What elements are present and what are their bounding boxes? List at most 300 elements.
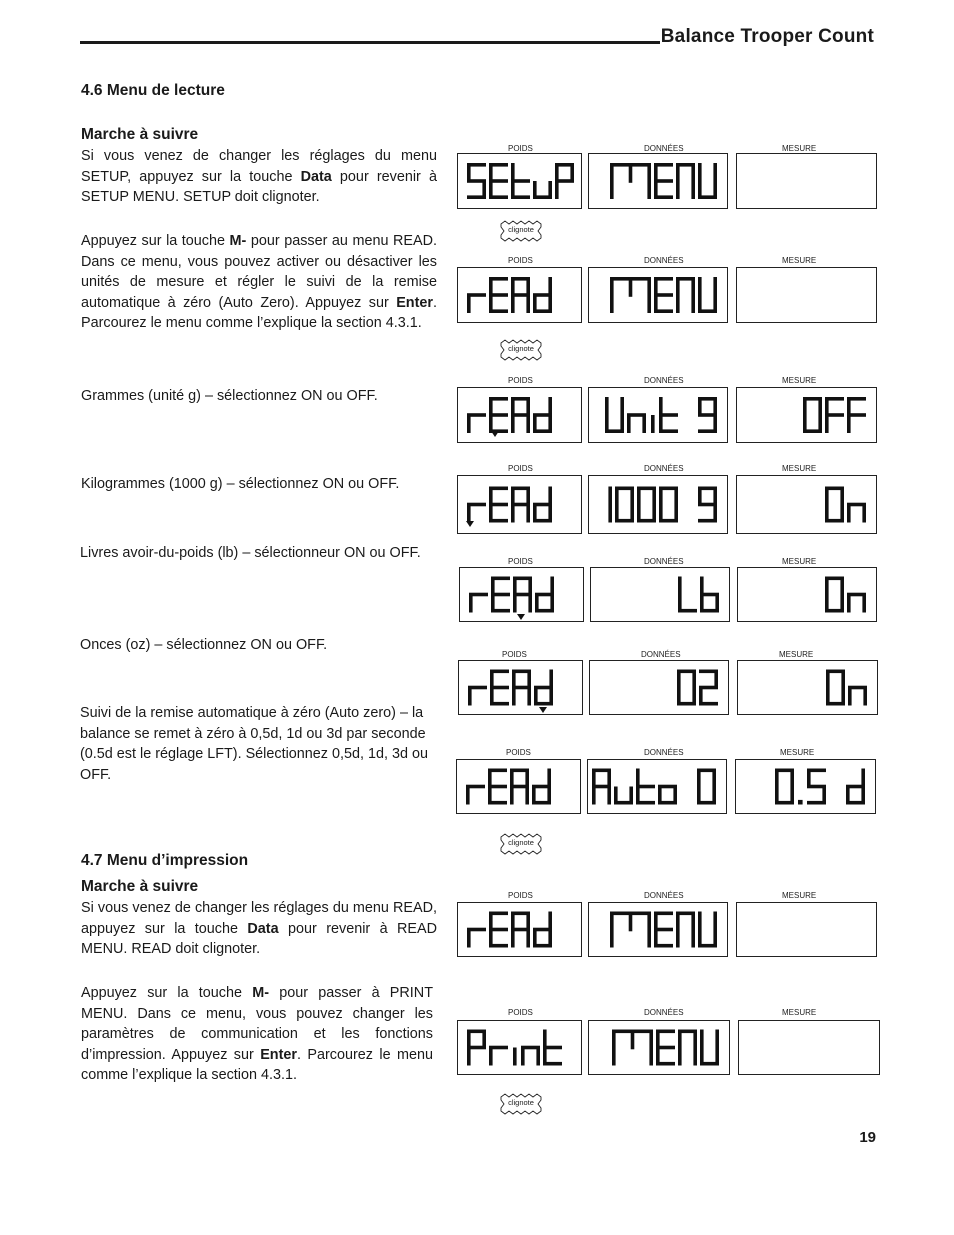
segment: [532, 785, 551, 789]
measure-display: [736, 153, 877, 209]
section-4-6-kilograms-text: Kilogrammes (1000 g) – sélectionnez ON ou OFF.: [81, 476, 400, 492]
segment: [513, 595, 517, 613]
segment: [697, 769, 701, 787]
segment: [511, 179, 530, 183]
segment: [488, 769, 492, 787]
segment: [511, 397, 515, 415]
segment: [631, 1030, 635, 1050]
segment: [612, 1030, 616, 1066]
segment: [533, 930, 537, 948]
segment: [489, 163, 493, 181]
segment: [698, 413, 717, 417]
segment: [511, 277, 515, 295]
segment: [512, 688, 516, 706]
data-display-label: DONNÉES: [641, 650, 681, 659]
segment-display-graphic: [738, 661, 877, 714]
weight-display: [457, 387, 582, 443]
indicator-triangle-icon: [517, 614, 525, 620]
segment: [467, 1030, 471, 1048]
segment: [555, 179, 574, 183]
segment: [840, 487, 844, 505]
segment: [610, 163, 614, 199]
section-4-7-procedure-heading: Marche à suivre: [81, 878, 199, 895]
segment-display-graphic: [589, 388, 727, 442]
segment: [469, 593, 488, 597]
segment-display-graphic: [739, 1021, 879, 1074]
segment-display-graphic: [736, 760, 875, 813]
segment: [647, 277, 651, 313]
segment: [533, 503, 552, 507]
segment: [570, 163, 574, 181]
segment: [691, 181, 695, 199]
segment: [467, 503, 486, 507]
measure-display: [736, 475, 877, 534]
weight-display: [456, 759, 581, 814]
segment: [511, 930, 515, 948]
segment: [511, 293, 530, 297]
measure-display-label: MESURE: [780, 748, 815, 757]
segment: [533, 295, 537, 313]
page-number: 19: [859, 1129, 876, 1146]
segment-display-graphic: [458, 154, 581, 208]
segment: [698, 503, 717, 507]
segment: [467, 413, 486, 417]
segment-display-graphic: [737, 388, 876, 442]
segment: [637, 505, 641, 523]
segment: [521, 1046, 540, 1050]
section-4-7-paragraph-2: Appuyez sur la touche M- pour passer à PRINT MENU. Dans ce menu, vous pouvez changer les paramètres de communication et les fonctions d’impression. Appuyez sur Enter. Parcourez le menu comme l’explique la section 4.3.1.: [81, 985, 433, 1083]
segment: [548, 277, 552, 295]
section-4-6-pounds-text: Livres avoir-du-poids (lb) – sélectionneur ON ou OFF.: [80, 545, 421, 561]
segment: [654, 181, 658, 199]
segment: [489, 1046, 508, 1050]
data-display: [588, 902, 728, 957]
segment: [700, 1030, 704, 1048]
segment: [615, 487, 619, 505]
segment: [490, 686, 509, 690]
segment: [510, 769, 514, 787]
segment: [525, 769, 529, 787]
measure-display-label: MESURE: [782, 891, 817, 900]
data-display: [590, 567, 730, 622]
segment: [610, 277, 614, 313]
segment: [489, 928, 508, 932]
segment: [825, 397, 829, 415]
page-header-title: Balance Trooper Count: [660, 26, 874, 47]
segment: [543, 1046, 562, 1050]
segment: [825, 487, 829, 505]
segment: [592, 785, 611, 789]
segment: [691, 163, 695, 181]
blink-label: clignote: [508, 838, 534, 847]
segment-display-graphic: [589, 154, 727, 208]
weight-display: [457, 1020, 582, 1075]
segment: [467, 415, 471, 433]
blink-indicator: [499, 1092, 543, 1116]
segment: [533, 928, 552, 932]
segment: [511, 181, 515, 199]
segment: [533, 181, 537, 199]
section-4-6-paragraph-2: Appuyez sur la touche M- pour passer au menu READ. Dans ce menu, vous pouvez activer ou désactiver les unités de mesure et régler le suivi de la remise automatique à zéro (Auto Zero). Appuyez sur Enter. Parcourez le menu comme l’explique la section 4.3.1.: [81, 233, 437, 331]
weight-display-label: POIDS: [508, 376, 533, 385]
segment: [637, 487, 641, 505]
segment: [678, 1048, 682, 1066]
segment-display-graphic: [458, 476, 581, 533]
segment: [629, 163, 633, 183]
segment: [510, 787, 514, 805]
segment: [527, 688, 531, 706]
segment: [608, 505, 612, 523]
blink-indicator: [499, 338, 543, 362]
segment: [698, 295, 702, 313]
segment: [636, 785, 655, 789]
indicator-triangle: [517, 614, 525, 620]
segment: [533, 293, 552, 297]
segment: [848, 686, 867, 690]
segment: [698, 912, 702, 930]
segment: [676, 181, 680, 199]
segment: [548, 912, 552, 930]
segment: [691, 912, 695, 930]
data-display-label: DONNÉES: [644, 144, 684, 153]
segment: [654, 928, 673, 932]
segment: [467, 505, 471, 523]
segment: [840, 577, 844, 595]
segment: [608, 487, 612, 505]
segment: [658, 785, 677, 789]
segment: [700, 593, 719, 597]
segment: [659, 413, 678, 417]
section-4-6-grams-text: Grammes (unité g) – sélectionnez ON ou OFF.: [81, 388, 378, 404]
segment: [467, 293, 486, 297]
measure-display-label: MESURE: [782, 144, 817, 153]
segment: [511, 505, 515, 523]
segment: [654, 179, 673, 183]
data-display: [588, 267, 728, 323]
segment: [605, 415, 609, 433]
segment: [826, 670, 830, 688]
segment: [536, 1048, 540, 1066]
segment: [627, 413, 646, 417]
segment: [526, 930, 530, 948]
segment: [676, 295, 680, 313]
segment: [548, 397, 552, 415]
segment-display-graphic: [738, 568, 876, 621]
segment: [629, 912, 633, 932]
section-4-6-auto-zero-text: Suivi de la remise automatique à zéro (Auto zero) – la balance se remet à zéro à 0,5d, 1d ou 3d par seconde (0.5d est le réglage LFT). Sélectionnez 0,5d, 1d, 3d ou OFF.: [80, 705, 428, 783]
segment: [678, 577, 682, 595]
segment: [825, 415, 829, 433]
data-display: [589, 660, 729, 715]
segment: [491, 595, 495, 613]
segment: [699, 702, 718, 706]
segment: [698, 429, 717, 433]
segment: [697, 787, 701, 805]
segment: [693, 1048, 697, 1066]
weight-display: [457, 153, 582, 209]
data-display: [588, 387, 728, 443]
segment: [674, 487, 678, 505]
segment: [614, 787, 618, 805]
segment-display-graphic: [737, 903, 876, 956]
measure-display-label: MESURE: [782, 464, 817, 473]
segment: [656, 1030, 660, 1048]
segment: [678, 595, 682, 613]
segment: [700, 1048, 704, 1066]
data-display: [588, 153, 728, 209]
segment: [526, 397, 530, 415]
segment: [511, 415, 515, 433]
segment: [677, 670, 681, 688]
measure-display-label: MESURE: [782, 256, 817, 265]
data-display-label: DONNÉES: [644, 1008, 684, 1017]
segment: [647, 163, 651, 199]
segment: [825, 595, 829, 613]
segment: [466, 785, 485, 789]
measure-display-label: MESURE: [782, 557, 817, 566]
segment: [512, 670, 516, 688]
segment: [676, 912, 680, 930]
segment: [512, 686, 531, 690]
segment: [659, 397, 663, 415]
segment: [528, 577, 532, 595]
segment: [525, 787, 529, 805]
segment: [826, 688, 830, 706]
segment: [713, 487, 717, 505]
segment: [543, 1030, 547, 1048]
section-4-6-ounces-text: Onces (oz) – sélectionnez ON ou OFF.: [80, 637, 328, 653]
measure-display: [738, 1020, 880, 1075]
segment: [818, 397, 822, 415]
segment: [527, 670, 531, 688]
measure-display: [737, 567, 877, 622]
segment: [775, 769, 779, 787]
indicator-triangle: [466, 521, 474, 527]
blink-label: clignote: [508, 1098, 534, 1107]
segment: [547, 769, 551, 787]
data-display-label: DONNÉES: [644, 891, 684, 900]
segment-display-graphic: [457, 760, 580, 813]
segment: [847, 505, 851, 523]
segment: [543, 1048, 547, 1066]
indicator-triangle-icon: [491, 431, 499, 437]
weight-display-label: POIDS: [508, 144, 533, 153]
segment: [489, 413, 508, 417]
segment: [847, 593, 866, 597]
segment-display-graphic: [590, 661, 728, 714]
segment: [654, 930, 658, 948]
segment: [533, 413, 552, 417]
blink-indicator: [499, 219, 543, 243]
segment: [532, 787, 536, 805]
segment: [658, 787, 662, 805]
segment: [491, 577, 495, 595]
segment: [620, 397, 624, 415]
segment: [629, 277, 633, 297]
segment: [467, 1046, 486, 1050]
segment: [676, 277, 680, 295]
segment: [467, 295, 471, 313]
segment: [656, 1046, 675, 1050]
section-4-6-procedure-heading: Marche à suivre: [81, 126, 199, 143]
segment: [698, 277, 702, 295]
segment: [513, 577, 517, 595]
segment: [555, 181, 559, 199]
segment: [489, 179, 508, 183]
segment: [511, 503, 530, 507]
segment-display-graphic: [589, 268, 727, 322]
segment: [526, 295, 530, 313]
segment: [489, 505, 493, 523]
segment: [803, 415, 807, 433]
segment: [548, 487, 552, 505]
segment: [807, 769, 811, 787]
segment: [848, 688, 852, 706]
segment: [489, 487, 493, 505]
segment: [533, 415, 537, 433]
segment-display-graphic: [737, 268, 876, 322]
measure-display: [735, 759, 876, 814]
segment: [651, 415, 655, 433]
data-display: [587, 759, 727, 814]
segment-display-graphic: [458, 388, 581, 442]
segment: [607, 787, 611, 805]
segment: [491, 593, 510, 597]
segment-display-graphic: [458, 1021, 581, 1074]
segment: [636, 769, 640, 787]
segment: [615, 505, 619, 523]
weight-display-label: POIDS: [508, 256, 533, 265]
segment: [807, 801, 826, 805]
segment: [715, 1030, 719, 1048]
data-display: [588, 475, 728, 534]
segment: [636, 787, 640, 805]
segment: [489, 503, 508, 507]
segment: [654, 277, 658, 295]
segment: [555, 163, 559, 181]
section-4-7-paragraph-1: Si vous venez de changer les réglages du menu READ, appuyez sur la touche Data pour revenir à READ MENU. READ doit clignoter.: [81, 900, 437, 957]
weight-display-label: POIDS: [508, 557, 533, 566]
segment: [654, 295, 658, 313]
weight-display: [458, 660, 583, 715]
segment: [659, 505, 663, 523]
segment: [862, 505, 866, 523]
segment: [528, 595, 532, 613]
indicator-triangle-icon: [539, 707, 547, 713]
segment: [714, 670, 718, 688]
measure-display-label: MESURE: [782, 376, 817, 385]
segment-display-graphic: [458, 268, 581, 322]
segment: [466, 787, 470, 805]
segment-display-graphic: [588, 760, 726, 813]
segment: [467, 930, 471, 948]
segment: [526, 277, 530, 295]
measure-display-label: MESURE: [782, 1008, 817, 1017]
segment: [825, 413, 844, 417]
data-display-label: DONNÉES: [644, 256, 684, 265]
segment-display-graphic: [591, 568, 729, 621]
segment: [469, 595, 473, 613]
segment: [605, 397, 609, 415]
segment: [677, 688, 681, 706]
weight-display-label: POIDS: [502, 650, 527, 659]
segment: [691, 277, 695, 295]
segment: [863, 688, 867, 706]
segment: [654, 912, 658, 930]
segment: [630, 487, 634, 505]
segment: [511, 163, 515, 181]
segment: [698, 181, 702, 199]
segment: [847, 595, 851, 613]
segment: [489, 181, 493, 199]
measure-display: [736, 267, 877, 323]
segment: [489, 930, 493, 948]
data-display-label: DONNÉES: [644, 748, 684, 757]
segment: [798, 800, 803, 805]
segment: [647, 912, 651, 948]
segment: [713, 397, 717, 415]
segment: [489, 277, 493, 295]
segment: [861, 769, 865, 787]
segment: [513, 593, 532, 597]
segment: [678, 1030, 682, 1048]
segment: [846, 787, 850, 805]
segment: [692, 670, 696, 688]
weight-display-label: POIDS: [506, 748, 531, 757]
segment: [488, 785, 507, 789]
segment: [656, 1048, 660, 1066]
segment: [526, 487, 530, 505]
segment: [467, 195, 486, 199]
segment: [700, 595, 704, 613]
segment: [713, 912, 717, 930]
header-rule: [80, 41, 660, 44]
segment: [511, 912, 515, 930]
segment-display-graphic: [459, 661, 582, 714]
segment: [535, 595, 539, 613]
indicator-triangle: [491, 431, 499, 437]
segment: [607, 769, 611, 787]
segment: [642, 415, 646, 433]
segment: [533, 505, 537, 523]
segment: [482, 1030, 486, 1048]
segment: [490, 688, 494, 706]
segment: [700, 577, 704, 595]
segment-display-graphic: [737, 476, 876, 533]
segment: [511, 487, 515, 505]
segment: [676, 163, 680, 181]
blink-indicator: [499, 832, 543, 856]
segment-display-graphic: [589, 903, 727, 956]
segment: [627, 415, 631, 433]
segment: [550, 577, 554, 595]
segment: [511, 413, 530, 417]
segment: [825, 505, 829, 523]
segment: [659, 415, 663, 433]
segment: [713, 277, 717, 295]
segment: [841, 670, 845, 688]
segment: [488, 787, 492, 805]
segment: [534, 686, 553, 690]
segment: [698, 930, 702, 948]
segment: [526, 912, 530, 930]
weight-display-label: POIDS: [508, 1008, 533, 1017]
weight-display-label: POIDS: [508, 464, 533, 473]
segment: [698, 397, 702, 415]
segment: [691, 930, 695, 948]
segment: [698, 163, 702, 181]
segment-display-graphic: [589, 1021, 729, 1074]
